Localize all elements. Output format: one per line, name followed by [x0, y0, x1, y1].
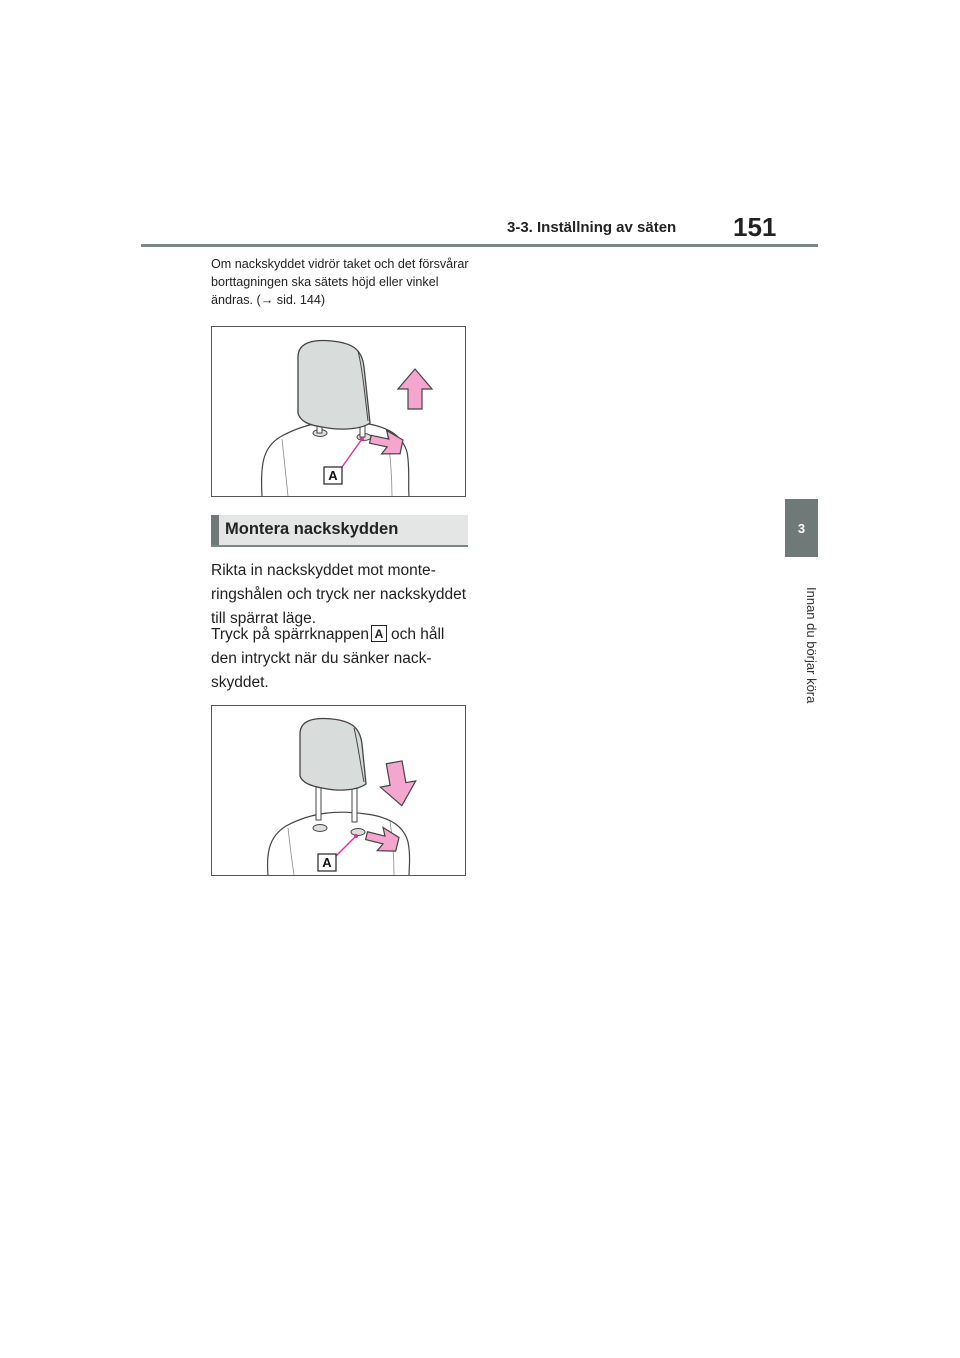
figure-install-headrest: [211, 705, 466, 876]
page-number: 151: [733, 212, 777, 242]
figure-remove-headrest: [211, 326, 466, 497]
heading-bar: [211, 515, 219, 545]
headrest-down-illustration: [212, 706, 465, 875]
install-paragraph-2: [211, 623, 473, 695]
inline-callout-a: A: [371, 625, 387, 642]
callout-a-label: A: [328, 468, 338, 483]
header-rule: [141, 244, 818, 247]
section-heading: [211, 515, 468, 547]
chapter-number: 3: [797, 520, 806, 536]
install-paragraph-1: Rikta in nackskyddet mot monteringshålen och tryck ner nackskyddet till spärrat läge.: [211, 562, 467, 627]
section-title: 3-3. Inställning av säten: [507, 219, 677, 236]
callout-a-label: A: [322, 855, 332, 870]
chapter-title: Innan du börjar köra: [804, 586, 819, 704]
para2-after: och håll den intryckt när du sänker nackskyddet.: [211, 626, 445, 691]
section-heading-text: Montera nackskydden: [225, 520, 399, 538]
chapter-tab: [785, 499, 818, 557]
arrow-up-icon: [398, 369, 432, 409]
intro-paragraph: Om nackskyddet vidrör taket och det försvårar borttagningen ska sätets höjd eller vinkel ändras. (→ sid. 144): [211, 257, 469, 307]
para2-before: Tryck på spärrknappen: [211, 626, 369, 643]
arrow-down-icon: [376, 759, 419, 809]
headrest-up-illustration: [212, 327, 465, 496]
